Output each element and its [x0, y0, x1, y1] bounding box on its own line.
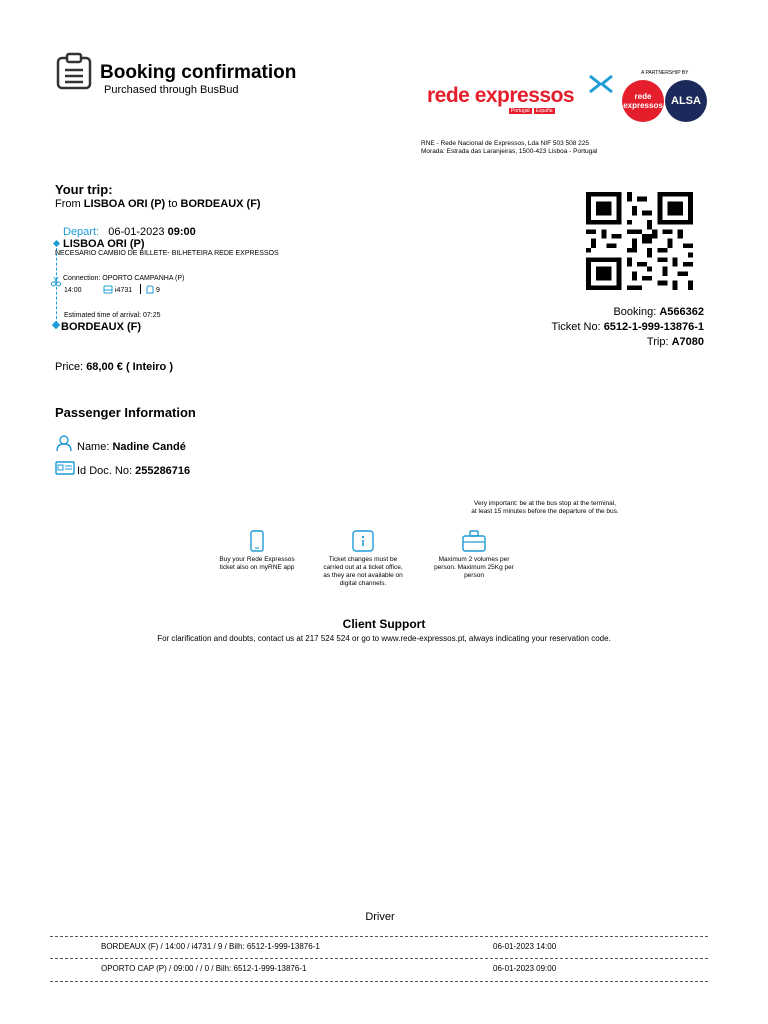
destination-marker — [52, 321, 60, 329]
wing-icon — [588, 74, 614, 94]
connection-bus: i4731 — [115, 287, 133, 294]
bus-icon — [103, 285, 113, 295]
arrival-estimate: Estimated time of arrival: 07:25 — [64, 312, 161, 319]
rede-expressos-logo: rede expressos Portugal España — [427, 84, 575, 114]
ticket-note: NECESARIO CAMBIO DE BILLETE- BILHETEIRA REDE EXPRESSOS — [55, 250, 279, 257]
connection-text: Connection: OPORTO CAMPANHA (P) — [63, 275, 185, 282]
seat-icon — [145, 285, 155, 295]
footer-row-1-left: BORDEAUX (F) / 14:00 / i4731 / 9 / Bilh: 6512-1-999-13876-1 — [101, 942, 320, 951]
company-line-1: RNE - Rede Nacional de Expressos, Lda NIF 503 508 225 — [421, 140, 590, 147]
divider-1 — [50, 936, 708, 937]
separator — [140, 284, 141, 294]
footer-row-2-right: 06-01-2023 09:00 — [493, 964, 557, 973]
phone-icon — [215, 530, 299, 552]
trip-code-row: Trip: A7080 — [646, 336, 704, 348]
connection-seat: 9 — [156, 287, 160, 294]
important-notice: Very important: be at the bus stop at the terminal, at least 15 minutes before the departure of the bus. — [471, 500, 619, 515]
trip-summary: From LISBOA ORI (P) to BORDEAUX (F) — [55, 198, 261, 210]
passenger-heading: Passenger Information — [55, 405, 196, 420]
destination-stop: BORDEAUX (F) — [61, 321, 142, 333]
scissors-icon — [51, 277, 61, 287]
luggage-icon — [424, 530, 524, 552]
origin-marker — [53, 240, 60, 247]
clipboard-icon — [55, 52, 93, 90]
depart-row: Depart: 06-01-2023 09:00 — [63, 226, 196, 238]
partnership-label: A PARTNERSHIP BY — [641, 70, 689, 76]
info-app: Buy your Rede Expressos ticket also on myRNE app — [215, 530, 299, 572]
divider-3 — [50, 981, 708, 982]
support-heading: Client Support — [342, 617, 426, 631]
connection-time: 14:00 — [64, 287, 82, 294]
info-icon — [313, 530, 413, 552]
divider-2 — [50, 958, 708, 959]
info-changes: Ticket changes must be carried out at a ticket office, as they are not available on digital channels. — [313, 530, 413, 588]
passenger-name-row: Name: Nadine Candé — [77, 441, 186, 453]
info-luggage: Maximum 2 volumes per person. Maximum 25Kg per person — [424, 530, 524, 580]
alsa-badge: ALSA — [665, 80, 707, 122]
rede-partner-badge: rede expressos — [622, 80, 664, 122]
footer-row-2-left: OPORTO CAP (P) / 09:00 / / 0 / Bilh: 6512-1-999-13876-1 — [101, 964, 307, 973]
id-card-icon — [55, 461, 75, 475]
footer-row-1-right: 06-01-2023 14:00 — [493, 942, 557, 951]
qr-code — [586, 192, 693, 290]
company-line-2: Morada: Estrada das Laranjeiras, 1500-423 Lisboa - Portugal — [421, 148, 598, 155]
person-icon — [55, 434, 73, 452]
driver-label: Driver — [365, 911, 395, 923]
origin-stop: LISBOA ORI (P) — [63, 238, 145, 250]
booking-code-row: Booking: A566362 — [613, 306, 704, 318]
trip-heading: Your trip: — [55, 182, 113, 197]
ticket-number-row: Ticket No: 6512-1-999-13876-1 — [551, 321, 704, 333]
page-title: Booking confirmation — [100, 62, 297, 83]
price-row: Price: 68,00 € ( Inteiro ) — [55, 361, 173, 373]
passenger-id-row: Id Doc. No: 255286716 — [77, 465, 191, 477]
page-subtitle: Purchased through BusBud — [104, 84, 239, 96]
support-text: For clarification and doubts, contact us at 217 524 524 or go to www.rede-expressos.pt, always indicating your reservation code. — [157, 634, 611, 643]
